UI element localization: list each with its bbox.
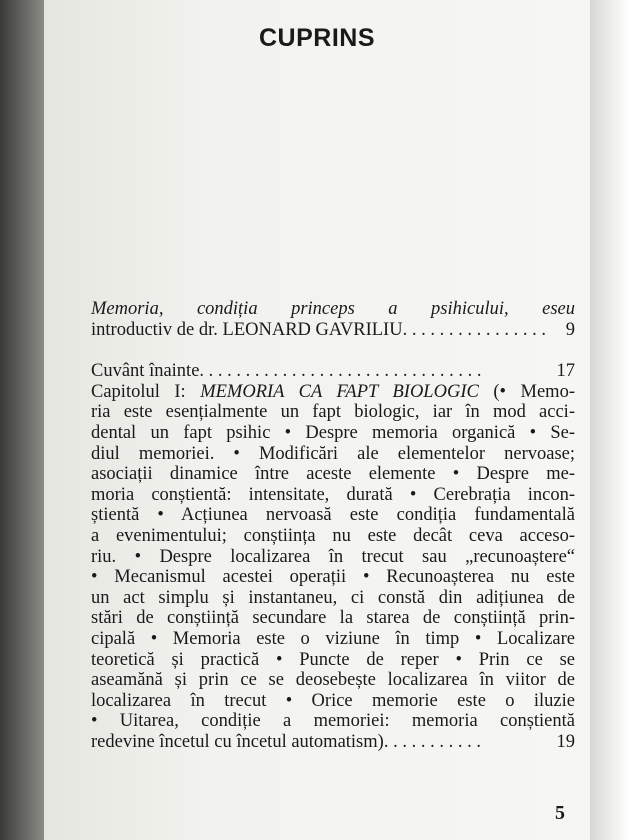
toc-entry-line: Capitolul I: MEMORIA CA FAPT BIOLOGIC (• Memo- [91,381,575,402]
page-title: CUPRINS [258,24,375,52]
toc-entry-line: a evenimentului; conștiința nu este decât ceva acceso- [91,525,575,546]
toc-entry-line: localizarea în trecut • Orice memorie este o iluzie [91,690,575,711]
toc-entry-line: introductiv de dr. LEONARD GAVRILIU. . . . . . . . . . . . . . . . 9 [91,319,575,340]
toc-entry-line: un act simplu și instantaneu, ci constă din adițiunea de [91,587,575,608]
toc-entry-line: riu. • Despre localizarea în trecut sau „recunoaștere“ [91,546,575,567]
toc-entry-line: diul memoriei. • Modificări ale elementelor nervoase; [91,443,575,464]
toc-entry-foreword [91,361,575,382]
toc-page-number: 19 [556,731,575,752]
toc-entry-line: • Uitarea, condiție a memoriei: memoria conștientă [91,711,575,732]
toc-entry-line: • Mecanismul acestei operații • Recunoașterea nu este [91,567,575,588]
toc-page-number: 9 [565,319,575,340]
toc-entry-line: stări de conștiință secundare la starea de conștiință prin- [91,608,575,629]
toc-page-number: 17 [556,361,575,382]
toc-entry-line: cipală • Memoria este o viziune în timp • Localizare [91,628,575,649]
page-edge [590,0,630,840]
toc-entry-essay [91,299,575,340]
toc-entry-line: redevine încetul cu încetul automatism). . . . . . . . . . . 19 [91,731,575,752]
toc-entry-line: asociații dinamice între aceste elemente • Despre me- [91,464,575,485]
table-of-contents [91,299,575,752]
folio: 5 [555,802,565,824]
toc-entry-chapter-1 [91,382,575,753]
toc-entry-line: ria este esențialmente un fapt biologic, iar în mod acci- [91,402,575,423]
toc-entry-line: aseamănă și prin ce se deosebește localizarea în viitor de [91,670,575,691]
toc-entry-line: teoretică și practică • Puncte de reper • Prin ce se [91,649,575,670]
toc-entry-line: moria conștientă: intensitate, durată • Cerebrația incon- [91,484,575,505]
chapter-title: MEMORIA CA FAPT BIOLOGIC [200,381,479,402]
toc-entry-line: știentă • Acțiunea nervoasă este condiția fundamentală [91,505,575,526]
book-gutter-shadow [0,0,44,840]
toc-entry-line: Cuvânt înainte. . . . . . . . . . . . . . . . . . . . . . . . . . . . . . . 17 [91,361,575,382]
toc-entry-line: Memoria, condiția princeps a psihicului, eseu [91,299,575,319]
toc-entry-line: dental un fapt psihic • Despre memoria organică • Se- [91,422,575,443]
